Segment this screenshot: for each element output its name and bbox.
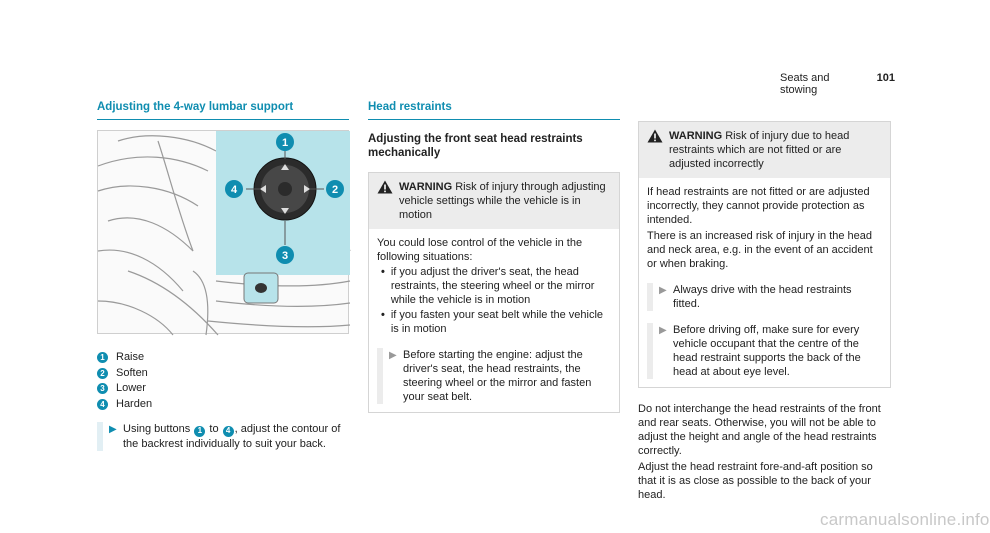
warning-action [377, 348, 609, 404]
body-para-2: Adjust the head restraint fore-and-aft position so that it is as close as possible to the back of your head. [638, 461, 873, 501]
warning-action-1 [647, 283, 880, 311]
warning-para-1: If head restraints are not fitted or are adjusted incorrectly, they cannot provide protection as intended. [647, 186, 870, 226]
warning-text: Risk of injury through adjusting vehicle settings while the vehicle is in motion [399, 181, 606, 221]
warning-action-2 [647, 323, 880, 379]
lumbar-figure [97, 130, 349, 334]
warning-triangle-icon [647, 129, 663, 143]
warning-heading [399, 180, 609, 222]
callout-2: 2 [331, 184, 339, 196]
play-arrow-icon: ▶ [389, 350, 397, 361]
warning-body [639, 178, 890, 387]
instruction-text [123, 422, 349, 451]
warning-body [369, 229, 619, 412]
legend-item [97, 397, 349, 413]
bullet-text: if you fasten your seat belt while the vehicle is in motion [390, 309, 604, 335]
page-header [780, 72, 895, 96]
callout-1: 1 [281, 137, 289, 149]
warning-box-adjust [368, 172, 620, 413]
watermark: carmanualsonline.info [820, 510, 990, 529]
bullet-dot-icon: • [381, 309, 385, 321]
legend-item [97, 381, 349, 397]
page-number: 101 [876, 72, 895, 84]
legend-item [97, 350, 349, 366]
legend-badge: 4 [97, 399, 108, 410]
legend-label: Harden [116, 397, 153, 410]
legend-badge: 2 [97, 368, 108, 379]
legend-label: Soften [116, 366, 148, 379]
warning-header [639, 122, 890, 178]
instruction-post: , adjust the contour of the backrest individually to suit your back. [123, 423, 341, 450]
action-text: Before driving off, make sure for every vehicle occupant that the centre of the head restraint supports the back of the head at about eye level. [673, 324, 861, 378]
legend-badge: 1 [97, 352, 108, 363]
inline-badge-4: 4 [223, 426, 234, 437]
legend-badge: 3 [97, 383, 108, 394]
right-column [638, 121, 891, 502]
lumbar-instruction [97, 422, 349, 451]
warning-label: WARNING [399, 181, 453, 193]
action-text: Before starting the engine: adjust the driver's seat, the head restraints, the steering wheel or the mirror and fasten your seat belt. [403, 349, 592, 403]
section-name: Seats and stowing [780, 72, 830, 96]
warning-header [369, 173, 619, 229]
warning-para-2: There is an increased risk of injury in the head and neck area, e.g. in the event of an accident or when braking. [647, 230, 873, 270]
bullet-text: if you adjust the driver's seat, the head restraints, the steering wheel or the mirror while the vehicle is in motion [390, 266, 595, 306]
head-restraints-title: Head restraints [368, 101, 620, 120]
bullet-dot-icon: • [381, 266, 385, 278]
lumbar-title: Adjusting the 4-way lumbar support [97, 101, 349, 120]
instruction-bar [377, 348, 383, 404]
legend-label: Raise [116, 351, 145, 363]
callout-4: 4 [230, 184, 238, 196]
play-arrow-icon: ▶ [659, 285, 667, 296]
play-arrow-icon: ▶ [109, 424, 117, 435]
warning-text: Risk of injury due to head restraints which are not fitted or are adjusted incorrectly [669, 130, 850, 170]
warning-triangle-icon [377, 180, 393, 194]
legend-label: Lower [116, 382, 146, 394]
action-text: Always drive with the head restraints fitted. [673, 284, 852, 310]
instruction-bar [647, 323, 653, 379]
lumbar-legend [97, 350, 349, 412]
body-para-1: Do not interchange the head restraints of the front and rear seats. Otherwise, you will not be able to adjust the height and angle of the head restraints correctly. [638, 403, 881, 457]
lumbar-section [97, 101, 349, 451]
instruction-pre: Using buttons [123, 423, 191, 435]
inline-badge-1: 1 [194, 426, 205, 437]
instruction-bar [97, 422, 103, 451]
warning-heading [669, 129, 880, 171]
head-restraints-section [368, 101, 620, 413]
warning-label: WARNING [669, 130, 723, 142]
play-arrow-icon: ▶ [659, 325, 667, 336]
warning-box-fitting [638, 121, 891, 388]
instruction-bar [647, 283, 653, 311]
callout-3: 3 [281, 250, 289, 262]
instruction-mid: to [209, 423, 219, 435]
warning-intro: You could lose control of the vehicle in the following situations: [377, 237, 583, 263]
warning-bullet [377, 265, 609, 307]
warning-bullet [377, 308, 609, 336]
seat-illustration [98, 131, 350, 335]
head-restraints-subtitle: Adjusting the front seat head restraints mechanically [368, 133, 583, 159]
legend-item [97, 366, 349, 382]
